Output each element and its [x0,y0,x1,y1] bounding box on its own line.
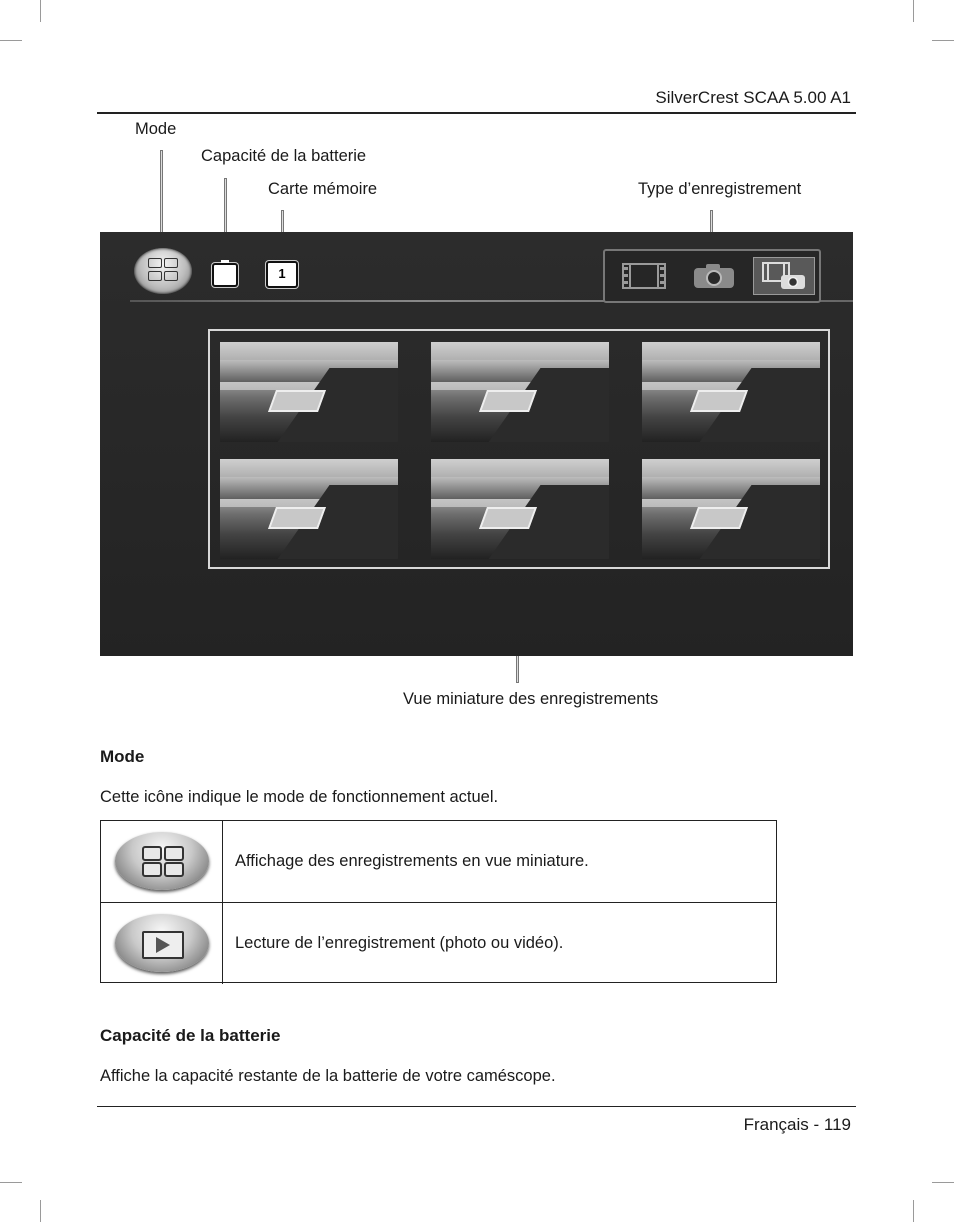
crop-mark [913,1200,914,1222]
callout-mode: Mode [135,120,177,138]
page-header-model: SilverCrest SCAA 5.00 A1 [655,88,851,107]
thumbnail [431,342,609,442]
play-icon [115,914,209,972]
film-camera-icon [753,257,815,295]
crop-mark [40,0,41,22]
icon-cell [101,821,223,902]
mode-description: Affichage des enregistrements en vue miniature. [235,852,589,870]
thumbnail-grid-icon [134,248,192,294]
mode-description: Lecture de l’enregistrement (photo ou vidéo). [235,934,564,952]
thumbnail [431,459,609,559]
battery-icon [212,263,238,287]
section-title-mode: Mode [100,747,145,766]
crop-mark [0,1182,22,1183]
record-type-selector [603,249,821,303]
memory-card-icon: 1 [266,261,298,288]
camera-icon [683,257,745,295]
crop-mark [0,40,22,41]
film-icon [613,257,675,295]
crop-mark [932,40,954,41]
crop-mark [913,0,914,22]
table-row [101,902,776,984]
page-footer: Français - 119 [743,1115,851,1134]
mode-intro: Cette icône indique le mode de fonctionnement actuel. [100,788,499,806]
thumbnail [642,342,820,442]
footer-rule [97,1106,856,1107]
camera-screen [100,232,853,656]
crop-mark [40,1200,41,1222]
icon-cell [101,903,223,984]
thumbnail [642,459,820,559]
mode-table [100,820,777,983]
callout-record-type: Type d’enregistrement [638,180,802,198]
section-title-battery: Capacité de la batterie [100,1026,281,1045]
thumbnail-grid-icon [115,832,209,890]
crop-mark [932,1182,954,1183]
table-row [101,821,776,902]
thumbnail [220,342,398,442]
header-rule [97,112,856,114]
callout-thumbnail-view: Vue miniature des enregistrements [403,690,659,708]
battery-intro: Affiche la capacité restante de la batterie de votre caméscope. [100,1067,556,1085]
thumbnail [220,459,398,559]
callout-memory-card: Carte mémoire [268,180,378,198]
callout-battery: Capacité de la batterie [201,147,367,165]
thumbnail-view [208,329,830,569]
